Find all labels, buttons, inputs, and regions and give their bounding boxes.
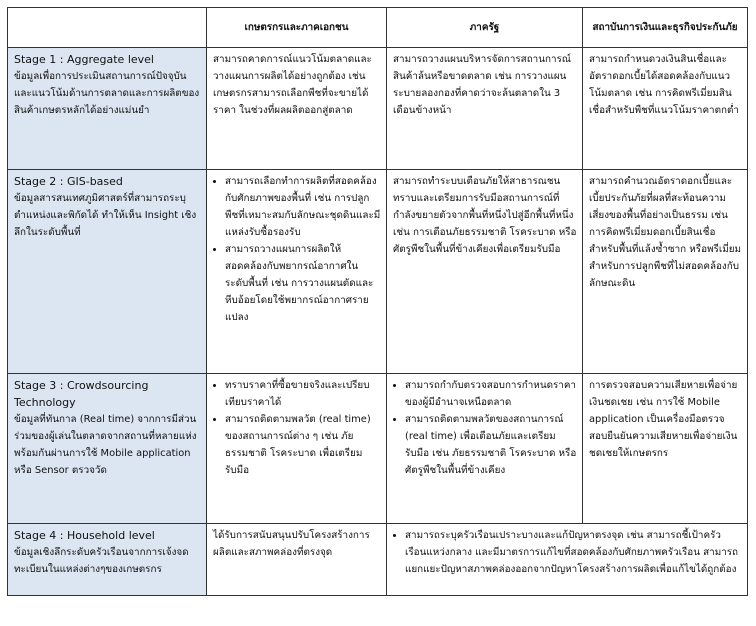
bullet-list <box>213 173 381 326</box>
stage-cell <box>8 170 207 374</box>
table-row-stage-4 <box>8 524 748 596</box>
list-item: • สามารถกำกับตรวจสอบการกำหนดราคาของผู้มีอำนาจเหนือตลาด <box>405 377 577 411</box>
stage-description: ข้อมูลสารสนเทศภูมิศาสตร์ที่สามารถระบุตำแหน่งและพิกัดได้ ทำให้เห็น Insight เชิงลึกในระดับพื้นที่ <box>14 193 197 238</box>
list-item: • สามารถวางแผนการผลิตให้สอดคล้องกับพยากรณ์อากาศในระดับพื้นที่ เช่น การวางแผนตัดและหีบอ้อยโดยใช้พยากรณ์อากาศรายแปลง <box>225 241 381 326</box>
stage-description: ข้อมูลที่ทันกาล (Real time) จากการมีส่วนร่วมของผู้เล่นในตลาดจากสถานที่หลายแห่งพร้อมกันผ่านการใช้ Mobile application หรือ Sensor ตรวจวัด <box>14 414 197 476</box>
stage-title: Stage 1 : Aggregate level <box>14 53 154 66</box>
list-item: • ทราบราคาที่ซื้อขายจริงและเปรียบเทียบราคาได้ <box>225 377 381 411</box>
header-government: ภาครัฐ <box>387 8 583 48</box>
comparison-table <box>7 7 748 596</box>
government-cell: สามารถวางแผนบริหารจัดการสถานการณ์สินค้าล้นหรือขาดตลาด เช่น การวางแผนระบายลองกองที่คาดว่าจะล้นตลาดใน 3 เดือนข้างหน้า <box>387 48 583 170</box>
header-blank-cell <box>8 8 207 48</box>
header-row <box>8 8 748 48</box>
table-row-stage-3 <box>8 374 748 524</box>
stage-title: Stage 2 : GIS-based <box>14 175 123 188</box>
table-row-stage-1 <box>8 48 748 170</box>
government-cell <box>387 374 583 524</box>
bullet-list <box>393 527 742 578</box>
private-sector-cell: ได้รับการสนับสนุนปรับโครงสร้างการผลิตและสภาพคล่องที่ตรงจุด <box>207 524 387 596</box>
stage-description: ข้อมูลเชิงลึกระดับครัวเรือนจากการเจ้งจดทะเบียนในแหล่งต่างๆของเกษตรกร <box>14 547 189 575</box>
private-sector-cell <box>207 170 387 374</box>
private-sector-cell <box>207 374 387 524</box>
stage-description: ข้อมูลเพื่อการประเมินสถานการณ์ปัจจุบันและแนวโน้มด้านการตลาดและการผลิตของสินค้าเกษตรหลักได้อย่างแม่นยำ <box>14 71 200 116</box>
finance-cell: สามารถกำหนดวงเงินสินเชื่อและอัตราดอกเบี้ยได้สอดคล้องกับแนวโน้มตลาด เช่น การคิดพรีเมี่ยมสินเชื่อสำหรับพืชที่แนวโน้มราคาตกต่ำ <box>583 48 748 170</box>
stage-title: Stage 4 : Household level <box>14 529 155 542</box>
list-item: • สามารถติดตามพลวัตของสถานการณ์ (real time) เพื่อเตือนภัยและเตรียมรับมือ เช่น ภัยธรรมชาติ โรคระบาด หรือศัตรูพืชในพื้นที่ข้างเคียง <box>405 411 577 479</box>
header-private-sector: เกษตรกรและภาคเอกชน <box>207 8 387 48</box>
stage-cell <box>8 48 207 170</box>
table-row-stage-2 <box>8 170 748 374</box>
finance-cell: การตรวจสอบความเสียหายเพื่อจ่ายเงินชดเชย เช่น การใช้ Mobile application เป็นเครื่องมือตรวจสอบยืนยันความเสียหายเพื่อจ่ายเงินชดเชยให้เกษตรกร <box>583 374 748 524</box>
list-item: • สามารถติดตามพลวัต (real time) ของสถานการณ์ต่าง ๆ เช่น ภัยธรรมชาติ โรคระบาด เพื่อเตรียมรับมือ <box>225 411 381 479</box>
stage-title: Stage 3 : Crowdsourcing Technology <box>14 379 149 409</box>
private-sector-cell: สามารถคาดการณ์แนวโน้มตลาดและวางแผนการผลิตได้อย่างถูกต้อง เช่น เกษตรกรสามารถเลือกพืชที่จะขายได้ราคา ในช่วงที่ผลผลิตออกสู่ตลาด <box>207 48 387 170</box>
comparison-table-container <box>7 7 748 596</box>
list-item: • สามารถเลือกทำการผลิตที่สอดคล้องกับศักยภาพของพื้นที่ เช่น การปลูกพืชที่เหมาะสมกับลักษณะชุดดินและมีแหล่งรับซื้อรองรับ <box>225 173 381 241</box>
bullet-list <box>213 377 381 479</box>
list-item: • สามารถระบุครัวเรือนเปราะบางและแก้ปัญหาตรงจุด เช่น สามารถชี้เป้าครัวเรือนแหว่งกลาง และมีมาตรการแก้ไขที่สอดคล้องกับศักยภาพครัวเรือน สามารถแยกแยะปัญหาสภาพคล่องออกจากปัญหาโครงสร้างการผลิตเพื่อแก้ไขได้ถูกต้อง <box>405 527 742 578</box>
finance-cell: สามารถคำนวณอัตราดอกเบี้ยและเบี้ยประกันภัยที่ผลที่สะท้อนความเสี่ยงของพื้นที่อย่างเป็นธรรม เช่น การคิดพรีเมี่ยมดอกเบี้ยสินเชื่อสำหรับพื้นที่แล้งซ้ำซาก หรือพรีเมี่ยมสำหรับการปลูกพืชที่ไม่สอดคล้องกับลักษณะดิน <box>583 170 748 374</box>
header-finance-insurance: สถาบันการเงินและธุรกิจประกันภัย <box>583 8 748 48</box>
government-finance-merged-cell <box>387 524 748 596</box>
government-cell: สามารถทำระบบเตือนภัยให้สาธารณชนทราบและเตรียมการรับมือสถานการณ์ที่กำลังขยายตัวจากพื้นที่หนึ่งไปสู่อีกพื้นที่หนึ่ง เช่น การเตือนภัยธรรมชาติ โรคระบาด หรือศัตรูพืชในพื้นที่ข้างเคียงเพื่อเตรียมรับมือ <box>387 170 583 374</box>
stage-cell <box>8 374 207 524</box>
stage-cell <box>8 524 207 596</box>
bullet-list <box>393 377 577 479</box>
